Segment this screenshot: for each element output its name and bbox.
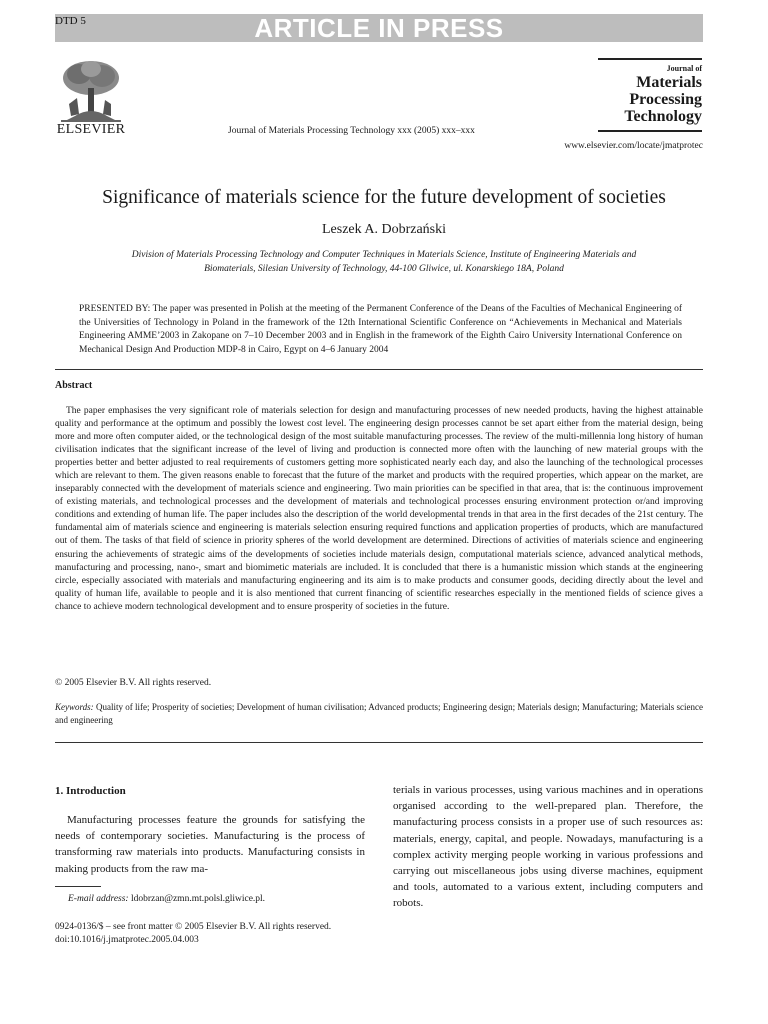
- journal-logo-line-3: Technology: [624, 108, 702, 125]
- journal-logo-of: Journal of: [666, 64, 702, 73]
- journal-logo-rule-top: [598, 58, 702, 60]
- keywords: [55, 701, 703, 727]
- section-heading-introduction: 1. Introduction: [55, 785, 126, 797]
- body-left-column: Manufacturing processes feature the grounds for satisfying the needs of contemporary societies. Manufacturing is the process of transforming raw materials into products. Manufacturing consists in making products from the raw ma-: [55, 814, 365, 875]
- author-email: [68, 893, 265, 906]
- keywords-text: Quality of life; Prosperity of societies; Development of human civilisation; Advanced products; Engineering design; Materials design; Manufacturing; Materials science and engineering: [55, 702, 703, 725]
- journal-logo-title: [598, 74, 702, 125]
- divider-top: [55, 369, 703, 370]
- abstract-text: The paper emphasises the very significant role of materials selection for design and manufacturing processes of new needed products, having the highest attainable quality and performance at the optimum and possibly the lowest cost level. The engineering design processes cannot be set apart either from the material design, being more and more often computer aided, or the technological design of the most suitable manufacturing processes. The review of the multi-millennia long history of human civilisation indicates that the significant increase of the level of living and production is connected more often with the launching of new material groups with the properties better and better adjusted to real requirements of customers getting more sophisticated nearly each day, and also the launching of the technological processes which are relevant to them. The given reasons enable to forecast that the future of the market and products with the required properties, which appear on the market, are inseparably connected with the development of materials science and engineering. Two main priorities can be specified in that area, that is: the continuous improvement of existing materials, and technological processes and the development of materials and technological processes ensuring environment protection or/and improving conditions and extending of human life. The paper includes also the description of the world developmental trends in that area in the first decades of the 21st century. The fundamental aim of materials science and engineering is materials selection ensuring required functions and application properties of products, which are manufactured out of them. The tasks of that field of science in priority spheres of the world development are determined. Directions of activities of materials science and engineering ensuring the achievements of strategic aims of the developments of societies include materials design, computational materials science, advanced analytical methods, manufacturing and processing, nano-, smart and biomimetic materials are included. It is concluded that there is a humanistic mission which stands at the engineering circle, especially associated with materials and manufacturing engineering and its aim is to make products and consumer goods, deciding directly about the level and quality of human life, available to people and it is also mentioned that current financing of scientific researches especially in the mentioned fields of science gives a chance to achieve modern technological development and to ensure prosperity of societies in the future.: [55, 406, 703, 612]
- author-name: Leszek A. Dobrzański: [321, 222, 447, 237]
- presented-by-note: PRESENTED BY: The paper was presented in Polish at the meeting of the Permanent Conference of the Deans of the Faculties of Mechanical Engineering of the Universities of Technology in Poland in the framework of the 12th International Scientific Conference on “Achievements in Mechanical and Materials Engineering AMME’2003 in Zakopane on 7–10 December 2003 and in English in the framework of the Eighth Cairo University International Conference on Mechanical Design And Production MDP-8 in Cairo, Egypt on 4–6 January 2004: [79, 304, 682, 355]
- doi-line[interactable]: doi:10.1016/j.jmatprotec.2005.04.003: [55, 935, 199, 945]
- email-label: E-mail address:: [68, 894, 129, 904]
- dtd-label: DTD 5: [55, 15, 86, 27]
- issn-line: 0924-0136/$ – see front matter © 2005 Elsevier B.V. All rights reserved.: [55, 922, 332, 932]
- keywords-label: Keywords:: [55, 702, 94, 712]
- journal-url[interactable]: www.elsevier.com/locate/jmatprotec: [564, 141, 703, 151]
- journal-logo-line-1: Materials: [636, 74, 702, 91]
- journal-citation: Journal of Materials Processing Technology xxx (2005) xxx–xxx: [228, 126, 475, 136]
- journal-logo-line-2: Processing: [629, 91, 702, 108]
- banner-text: ARTICLE IN PRESS: [254, 13, 504, 43]
- abstract-heading: Abstract: [55, 380, 93, 391]
- publisher-name: ELSEVIER: [56, 122, 126, 137]
- email-address[interactable]: ldobrzan@zmn.mt.polsl.gliwice.pl.: [130, 894, 266, 904]
- article-title: Significance of materials science for the future development of societies: [102, 187, 666, 208]
- abstract-copyright: © 2005 Elsevier B.V. All rights reserved.: [55, 678, 212, 688]
- article-in-press-banner: [55, 14, 703, 42]
- body-right-column: terials in various processes, using various machines and in operations organised according to the well-prepared plan. Therefore, the manufacturing process consists in a proper use of such resources as: materials, energy, capital, and people. Nowadays, manufacturing is a complex activity merging people working in various professions and carrying out miscellaneous jobs using diverse machines, equipment and tools, automated to a various extent, including computers and robots.: [393, 784, 703, 910]
- divider-bottom: [55, 742, 703, 743]
- author-affiliation: Division of Materials Processing Technology and Computer Techniques in Materials Science, Institute of Engineering Materials and Biomaterials, Silesian University of Technology, 44-100 Gliwice, ul. Konarskiego 18A, Poland: [131, 250, 637, 274]
- elsevier-tree-logo: [55, 58, 127, 124]
- journal-logo-rule-bottom: [598, 130, 702, 132]
- footnote-rule: [55, 886, 101, 887]
